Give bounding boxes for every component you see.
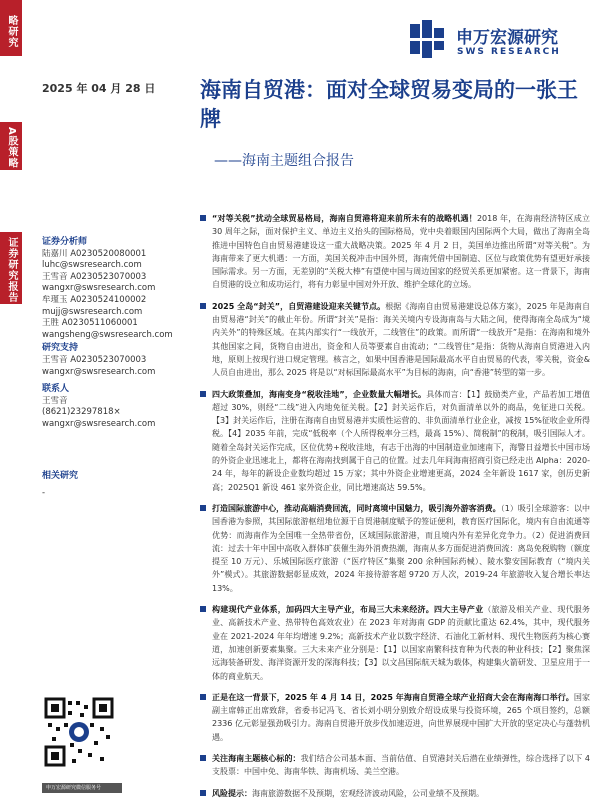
logo-english-text: SWS RESEARCH	[457, 47, 561, 57]
report-date: 2025 年 04 月 28 日	[42, 82, 156, 95]
summary-paragraph	[200, 752, 590, 779]
paragraph-lead: 2025 全岛“封关”，自贸港建设迎来关键节点。	[212, 301, 386, 311]
logo-chinese-text: 申万宏源研究	[456, 28, 558, 48]
contact-email[interactable]: wangxr@swsresearch.com	[42, 418, 156, 429]
paragraph-lead: 风险提示：	[212, 788, 252, 798]
brand-logo	[408, 18, 578, 68]
paragraph-lead: 构建现代产业体系，加码四大主导产业，布局三大未来经济。四大主导产业	[212, 605, 484, 615]
footer-caption: 申万宏源研究微信服务号	[42, 783, 122, 793]
assistant-email[interactable]: wangxr@swsresearch.com	[42, 366, 156, 377]
report-title: 海南自贸港：面对全球贸易变局的一张王牌	[200, 78, 578, 131]
logo-mark-icon	[408, 18, 452, 60]
analyst-line: 王胜 A0230511060001	[42, 318, 138, 329]
paragraph-text: 具体而言：【1】鼓励类产业，产品若加工增值超过 30%，则经“二线”进入内地免征关税。【2】封关运作后，对负面清单以外的商品，免征进口关税。【3】封关运作后，注册在海南自由贸易港并实质性运营的、非负面清单行业企业，减按 15%征收企业所得税。【4】2035 年前，完成“低税率（个人所得税率分三档，最高 15%）、简税制”的税制，吸引国际人才。随着全岛封关运作完成，区位优势+税收洼地，有志于出海的中国制造业加速南下，海警日益增长中国市场的外资企业迅速北上，都将在海南找到属于自己的位置。过去几年间海南招商引资已经走出 Alpha：2020-24 年，每年的新设企业数均超过 15 万家；其中外资企业增速更高，2024 全年新设 1617 家，创历史新高；2025Q1 新设 461 家外资企业，同比增速高达 59.5%。	[212, 389, 590, 492]
square-bullet-icon	[200, 303, 206, 309]
report-subtitle: ——海南主题组合报告	[214, 153, 354, 169]
paragraph-lead: 正是在这一背景下，2025 年 4 月 14 日，2025 年海南自贸港全球产业招商大会在海南海口举行。	[212, 692, 574, 702]
paragraph-text: 2018 年，在海南经济特区成立 30 周年之际，面对保护主义、单边主义抬头的国际格局，党中央着眼国内国际两个大局，做出了海南全岛推进中国特色自由贸易港建设这一重大战略决策。2025 年 4 月 2 日，美国单边推出所谓“对等关税”。为海南带来了更大机遇：一方面，美国关税冲击中国外贸，海南凭借中国制造、区位与政策优势有望更好承接国际需求。另一方面，无差别的“关税大棒”有望使中国与周边国家的经贸关系更加紧密。这一背景下，海南自贸港的设立和成功运行，将有力彰显中国对外开放、维护全球化的立场。	[212, 214, 590, 290]
paragraph-lead: 四大政策叠加，海南变身“税收洼地”，企业数量大幅增长。	[212, 389, 427, 399]
summary-paragraph	[200, 212, 590, 292]
paragraph-text: （1）吸引全球游客：以中国香港为参照，其国际旅游枢纽地位源于自贸港制度赋予的签证便利，教育医疗国际化，境内有自由流通等优势：而海南作为全国唯一全热带省份，区域国际旅游港，而且境内外有差异化竞争力。（2）促进消费回流：过去十年中国中高收入群体旷获催生海外消费热潮，海南从多方面促进消费回流：离岛免税购物（额度提至 10 万元）、乐城国际医疗旅游（“医疗特区”集聚 200 余种国际药械）、陵水黎安国际教育（“境内关外”模式）。其旅游数据彰显成效，2024 年接待游客超 9720 万人次，2019-24 年旅游收入复合增长率达 13%。	[212, 503, 591, 593]
summary-paragraph	[200, 502, 590, 595]
report-body	[200, 212, 590, 800]
paragraph-text: （旅游及相关产业、现代服务业、高新技术产业、热带特色高效农业）在 2023 年对海南 GDP 的贡献比重达 62.4%，其中，现代服务业在 2021-2024 年年均增速 9.2%；高新技术产业以数字经济、石油化工新材料、现代生物医药为核心赛道，加速创新要素集聚。三大未来产业分别是：【1】以国家南繁科技育种为代表的种业科技；【2】聚焦深远海装备研发、海洋资源开发的深海科技；【3】以文昌国际航天城为载体，构建集火箭研发、卫星应用于一体的商业航天。	[212, 605, 591, 681]
sidebar-tag-securities-report: 证券研究报告	[0, 232, 22, 304]
analyst-line: 牟瑾玉 A0230524100002	[42, 294, 147, 305]
left-sidebar	[0, 0, 22, 800]
contact-heading: 联系人	[42, 384, 70, 395]
contact-name: 王雪音	[42, 395, 68, 406]
square-bullet-icon	[200, 606, 206, 612]
paragraph-text: 根据《海南自由贸易港建设总体方案》，2025 年是海南自由贸易港“封关”的截止年份。所谓“封关”是指：海关关境内专设海南岛与大陆之间，使得海南全岛成为“境内关外”的特殊区域。在其内部实行“一线放开，二线管住”的政策。而所谓“一线放开”是指：在海南和境外其他国家之间，货物自由进出，资金和人员等要素自由流动；“二线管住”是指：货物从海南自贸港进入内地，原则上按现行进口规定管理。核言之，如果中国香港是国际最高水平自由贸易的代表，零关税，资金&人员自由进出，那么 2025 将是以“对标国际最高水平”为目标的海南，向“香港”转型的第一步。	[212, 301, 590, 378]
assistant-heading: 研究支持	[42, 343, 79, 354]
square-bullet-icon	[200, 215, 206, 221]
square-bullet-icon	[200, 694, 206, 700]
square-bullet-icon	[200, 505, 206, 511]
related-research-item: -	[42, 488, 46, 499]
square-bullet-icon	[200, 755, 206, 761]
summary-paragraph	[200, 691, 590, 744]
contact-phone: (8621)23297818×	[42, 407, 121, 418]
paragraph-text: 国家副主席韩正出席致辞，省委书记冯飞、省长刘小明分别致介绍设成果与投资环境，265 个项目签约，总额 2336 亿元彰显强劲吸引力。海南自贸港开放步伐加速迈进，向世界展现中国扩大开放的坚定决心与蓬勃机遇。	[212, 692, 590, 742]
paragraph-lead: 关注海南主题核心标的：	[212, 753, 301, 763]
qr-code-icon	[44, 697, 114, 767]
analyst-email[interactable]: wangxr@swsresearch.com	[42, 283, 156, 294]
sidebar-tag-report-type: 略研究	[0, 0, 22, 56]
analysts-heading: 证券分析师	[42, 237, 88, 247]
paragraph-text: 海南旅游数据不及预期，宏观经济波动风险，公司业绩不及预期。	[252, 788, 484, 798]
summary-paragraph	[200, 300, 590, 380]
square-bullet-icon	[200, 391, 206, 397]
paragraph-text: 我们结合公司基本面、当前估值、自贸港封关后潜在业绩弹性，综合选择了以下 4 支股票：中国中免、海南华铁、海南机场、美兰空港。	[212, 753, 590, 777]
analyst-email[interactable]: wangsheng@swsresearch.com	[42, 329, 173, 340]
paragraph-lead: “对等关税”扰动全球贸易格局，海南自贸港将迎来前所未有的战略机遇！	[212, 214, 477, 223]
assistant-line: 王雪音 A0230523070003	[42, 354, 147, 365]
sidebar-tag-category: A股策略	[0, 122, 22, 170]
summary-paragraph	[200, 388, 590, 494]
analyst-email[interactable]: luhc@swsresearch.com	[42, 260, 142, 271]
summary-paragraph	[200, 603, 590, 683]
analyst-email[interactable]: mujj@swsresearch.com	[42, 306, 143, 317]
square-bullet-icon	[200, 790, 206, 796]
paragraph-lead: 打造国际旅游中心，推动高端消费回流，同时离境中国魅力，吸引海外游客消费。	[212, 503, 501, 513]
author-sidebar	[42, 235, 192, 500]
analyst-line: 陆嘉川 A0230520080001	[42, 248, 147, 259]
related-research-heading: 相关研究	[42, 470, 79, 481]
risk-paragraph	[200, 787, 590, 800]
analyst-line: 王雪音 A0230523070003	[42, 271, 147, 282]
